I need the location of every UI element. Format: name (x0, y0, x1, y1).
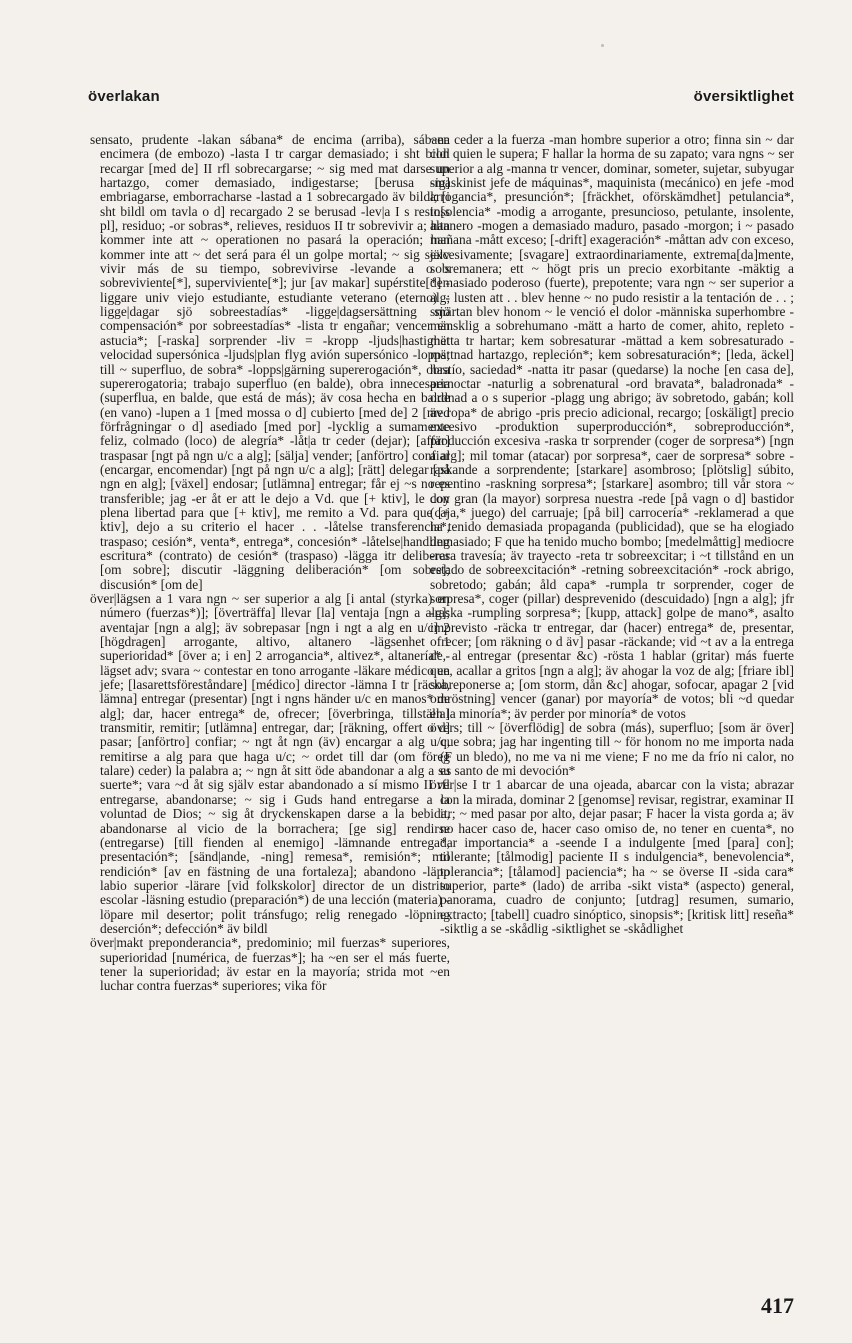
entry-overmakt: över|makt preponderancia*, predominio; mil fuerzas* superiores, superioridad [numérica, de fuerzas*]; ha ~en ser el más fuerte, tener la superioridad; äv estar en la mayoría; strida mot ~en luchar contra fuerzas* superiores; vika för (90, 935, 450, 994)
left-guide-word: överlakan (88, 88, 160, 105)
entry-overlagsen: över|lägsen a 1 vara ngn ~ ser superior a alg [i antal (styrka) en número (fuerzas*)]; [överträffa] llevar [la] ventaja [ngn a alg]; aventajar [ngn a alg]; äv sobrepasar [ngn i ngt a alg en u/c] 2 [högdragen] arrogante, altivo, altanero -lägsenhet 1 superioridad* [över a; i en] 2 arrogancia*, altivez*, altanería* -lägset adv; svara ~ contestar en tono arrogante -läkare médico en jefe; [lasarettsföreståndare] [médico] director -lämna I tr [räcka, lämna] entregar (presentar) [ngt i ngns händer u/c en manos* de alg]; dar, hacer entrega* de, ofrecer; [överbringa, tillställa] transmitir, remitir; [utlämna] entregar, dar; [räkning, offert o d] pasar; [anförtro] confiar; ~ ngt åt ngn (äv) encargar a alg u/c, remitirse a alg para que haga u/c; ~ ordet till dar (om föreg talare) ceder) la palabra a; ~ ngn åt sitt öde abandonar a alg a su suerte*; vara ~d åt sig själv estar abandonado a sí mismo II rfl entregarse, abandonarse; ~ sig i Guds hand entregarse a la voluntad de Dios; ~ sig åt dryckenskapen darse a la bebida, abandonarse al vicio de la borrachera; [ge sig] rendirse (entregarse) [till fienden al enemigo] -lämnande entrega*, presentación*; [sänd|ande, -ning] remesa*, remisión*; mil rendición* [av en fästning de una fortaleza]; abandono -läpp labio superior -lärare [vid folkskolor] director de un distrito escolar -läsning estudio (preparación*) de una lección (materia) -löpare mil desertor; polit tránsfugo; relig renegado -löpning deserción*; defección* äv bildl (90, 591, 450, 936)
left-column (90, 133, 450, 1283)
paper-speck (601, 44, 604, 47)
entry-overmakt-continued: ~en ceder a la fuerza -man hombre superior a otro; finna sin ~ dar con quien le supera; F hallar la horma de su zapato; vara ngns ~ ser superior a alg -manna tr vencer, dominar, someter, sujetar, subyugar -maskinist jefe de máquinas*, maquinista (mecánico) en jefe -mod arrogancia*, presunción*; [fräckhet, oförskämdhet] petulancia*, insolencia* -modig a arrogante, presuncioso, petulante, insolente, altanero -mogen a demasiado maduro, pasado -morgon; i ~ pasado mañana -mått exceso; [-drift] exageración* -måttan adv con exceso, excesivamente; [svagare] extraordinariamente, extrema[da]mente, sobremanera; ett ~ högt pris un precio exorbitante -mäktig a demasiado poderoso (fuerte), prepotente; vara ngn ~ ser superior a alg; lusten att . . blev henne ~ no pudo resistir a la tentación de . . ; smärtan blev honom ~ le venció el dolor -människa superhombre -mänsklig a sobrehumano -mätt a harto de comer, ahito, repleto -mätta tr hartar; kem sobresaturar -mättad a kem sobresaturado -mättnad hartazgo, repleción*; kem sobresaturación*; [leda, äckel] hastío, saciedad* -natta itr pasar (quedarse) la noche [en casa de], pernoctar -naturlig a sobrenatural -ord bravata*, baladronada* -ordnad a o s superior -plagg ung abrigo; äv sobretodo, gabán; koll äv ropa* de abrigo -pris precio adicional, recargo; [oskäligt] precio excesivo -produktion superproducción*, sobreproducción*, producción excesiva -raska tr sorprender (coger de sorpresa*) [ngn a alg]; mil tomar (atacar) por sorpresa*, caer de sorpresa* sobre -raskande a sorprendente; [starkare] asombroso; [plötslig] súbito, repentino -raskning sorpresa*; [starkare] asombro; till vår stora ~ con gran (la mayor) sorpresa nuestra -rede [på vagn o d] bastidor (caja,* juego) del carruaje; [på bil] carrocería* -reklamerad a que ha tenido demasiada propaganda (publicidad), que se ha elogiado demasiado; F que ha tenido mucho bombo; [medelmåttig] mediocre -resa travesía; äv trayecto -reta tr sobreexcitar; i ~t tillstånd en un estado de sobreexcitación* -retning sobreexcitación* -rock abrigo, sobretodo; gabán; åld capa* -rumpla tr sorprender, coger de sorpresa*, coger (pillar) desprevenido (descuidado) [ngn a alg]; jfr -raska -rumpling sorpresa*; [kupp, attack] golpe de mano*, asalto imprevisto -räcka tr entregar, dar (hacer) entrega* de, presentar, ofrecer; [om räkning o d äv] pasar -räckande; vid ~t av a la entrega de, al entregar (presentar &c) -rösta 1 hablar (gritar) más fuerte que, acallar a gritos [ngn a alg]; äv ahogar la voz de alg; [friare ibl] sobreponerse a; [om storm, dån &c] ahogar, sofocar, apagar 2 [vid omröstning] vencer (ganar) por mayoría* de votos; bli ~d quedar en la minoría*; äv perder por minoría* de votos (430, 133, 794, 721)
page-number: 417 (761, 1293, 794, 1318)
entry-overlakan: sensato, prudente -lakan sábana* de encima (arriba), sábana encimera (de embozo) -lasta I tr cargar demasiado; i sht bildl recargar [med de] II rfl sobrecargarse; ~ sig med mat darse un hartazgo, comer demasiado, indigestarse; [berusa sig] embriagarse, emborracharse -lastad a 1 sobrecargado äv bildl; [i sht bildl om tavla o d] recargado 2 se berusad -lev|a I s resto[s pl], residuo; -or sobras*, relieves, residuos II tr sobrevivir a; han kommer inte att ~ operationen no pasará la operación; han kommer inte att ~ det será para él un golpe mortal; ~ sig själv vivir más de su tiempo, sobrevivirse -levande a o s sobreviviente[*], superviviente[*]; jur [av makar] supérstite[*] -liggare univ viejo estudiante, estudiante veterano (eterno) -ligge|dagar sjö sobreestadías* -ligge|dagsersättning sjö compensación* por sobreestadías* -lista tr engañar; vencer en astucia*; [-raska] sorprender -liv = -kropp -ljuds|hastighet velocidad supersónica -ljuds|plan flyg avión supersónico -lopps; till ~ superfluo, de sobra* -lopps|gärning supererogación*, obra supererogatoria; trabajo superfluo (en balde), obra innecesaria (superflua, en balde, que está de más); äv cosa hecha en balde (en vano) -lupen a 1 [med mossa o d] cubierto [med de] 2 [med förfrågningar o d] asediado [med por] -lycklig a sumamente feliz, colmado (loco) de alegría* -låt|a tr ceder (dejar); [affär] traspasar [ngt på ngn u/c a alg]; [sälja] vender; [anförtro] confiar (encargar, encomendar) [ngt på ngn u/c a alg]; [rätt] delegar [på ngn en alg]; [växel] endosar; [utlämna] entregar; får ej ~s no es transferible; jag -er åt er att le dejo a Vd. que [+ ktiv], le doy plena libertad para que [+ ktiv], me remito a Vd. para que [+ ktiv], dejo a su criterio el hacer . . -låtelse transferencia*, traspaso; cesión*, venta*, entrega*, concesión* -låtelse|handling escritura* (contrato) de cesión* (traspaso) -lägga itr deliberar [om sobre]; discutir -läggning deliberación* [om sobre]; discusión* [om de] (90, 133, 450, 592)
right-guide-word: översiktlighet (693, 88, 794, 105)
entry-overse: över|se I tr 1 abarcar de una ojeada, abarcar con la vista; abrazar con la mirada, dominar 2 [genomse] revisar, registrar, examinar II itr; ~ med pasar por alto, dejar pasar; F hacer la vista gorda a; äv no hacer caso de, hacer caso omiso de, no tener en cuenta*, no dar importancia* a -seende I a indulgente [med [para] con]; tolerante; [tålmodig] paciente II s indulgencia*, benevolencia*, tolerancia*; [tålamod] paciencia*; ha ~ se överse II -sida cara* superior, parte* (lado) de arriba -sikt vista* (aspecto) general, panorama, cuadro de conjunto; [utdrag] resumen, sumario, extracto; [tabell] cuadro sinóptico, sinopsis*; [kritisk litt] reseña* -siktlig a se -skådlig -siktlighet se -skådlighet (430, 777, 794, 936)
entry-overs: övers; till ~ [överflödig] de sobra (más), superfluo; [som är över] que sobra; jag har ingenting till ~ för honom no me importa nada (F un bledo), no me va ni me viene; F no me da frío ni calor, no es santo de mi devoción* (430, 720, 794, 779)
right-column (430, 133, 794, 1283)
